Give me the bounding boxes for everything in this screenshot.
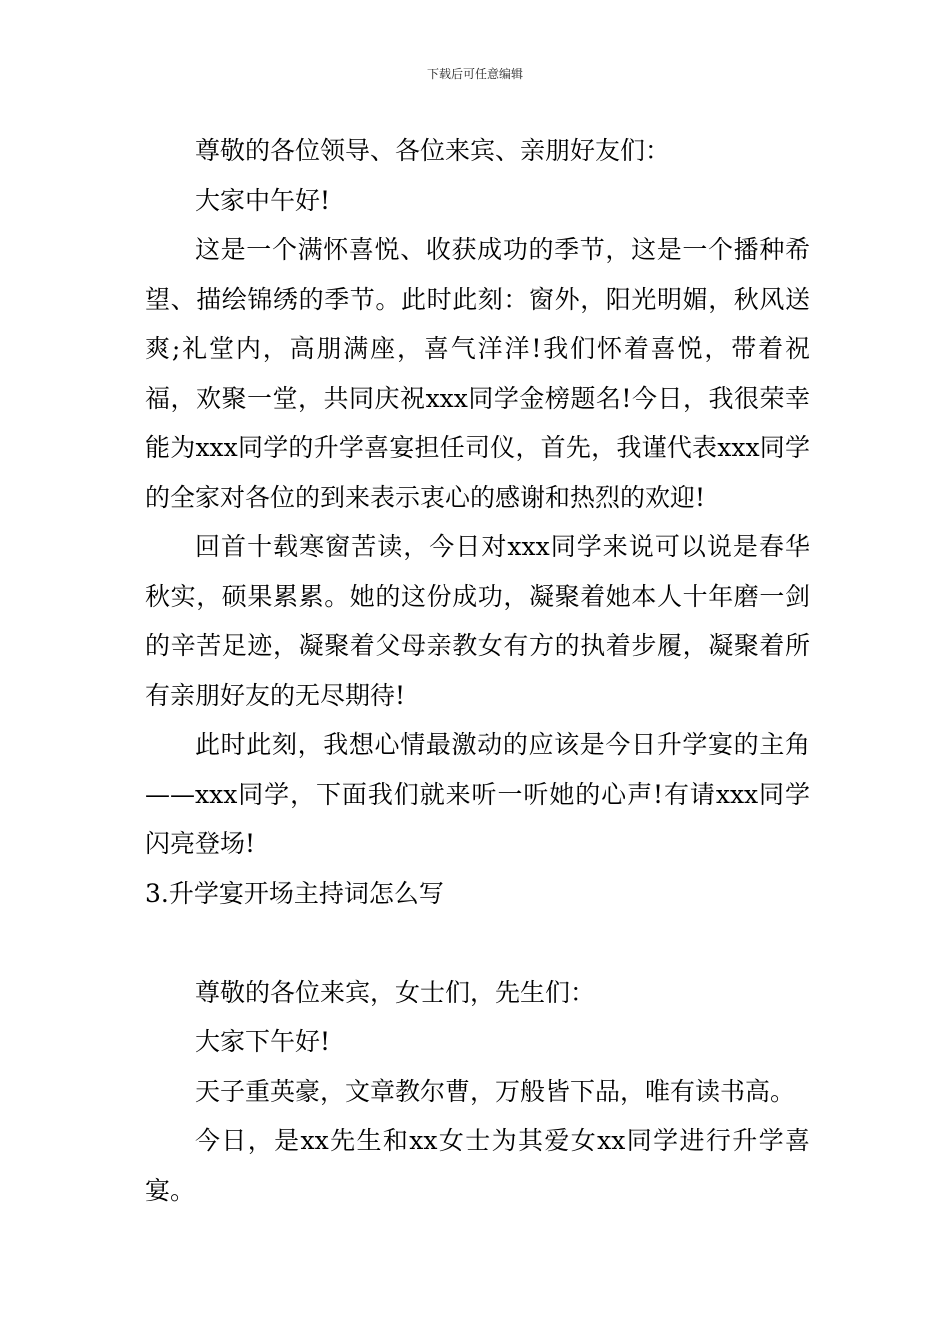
paragraph-invite: 此时此刻，我想心情最激动的应该是今日升学宴的主角——xxx同学，下面我们就来听一听她的心声!有请xxx同学闪亮登场! [145, 730, 810, 858]
paragraph-salutation: 大家中午好! [195, 185, 331, 215]
paragraph-greeting-2: 尊敬的各位来宾，女士们，先生们： [195, 977, 596, 1007]
document-body [145, 126, 810, 1215]
section-heading: 3.升学宴开场主持词怎么写 [145, 878, 444, 908]
paragraph-greeting: 尊敬的各位领导、各位来宾、亲朋好友们： [195, 136, 671, 165]
paragraph-host: 今日，是xx先生和xx女士为其爱女xx同学进行升学喜宴。 [145, 1126, 810, 1205]
header-note: 下载后可任意编辑 [426, 67, 523, 81]
paragraph-verse: 天子重英豪，文章教尔曹，万般皆下品，唯有读书高。 [195, 1076, 796, 1106]
paragraph-salutation-2: 大家下午好! [195, 1027, 331, 1056]
section-spacer [145, 918, 810, 968]
paragraph-study: 回首十载寒窗苦读，今日对xxx同学来说可以说是春华秋实，硕果累累。她的这份成功，凝聚着她本人十年磨一剑的辛苦足迹，凝聚着父母亲教女有方的执着步履，凝聚着所有亲朋好友的无尽期待! [145, 532, 810, 710]
paragraph-season: 这是一个满怀喜悦、收获成功的季节，这是一个播种希望、描绘锦绣的季节。此时此刻：窗外，阳光明媚，秋风送爽;礼堂内，高朋满座，喜气洋洋!我们怀着喜悦，带着祝福，欢聚一堂，共同庆祝xxx同学金榜题名!今日，我很荣幸能为xxx同学的升学喜宴担任司仪，首先，我谨代表xxx同学的全家对各位的到来表示衷心的感谢和热烈的欢迎! [145, 235, 810, 512]
